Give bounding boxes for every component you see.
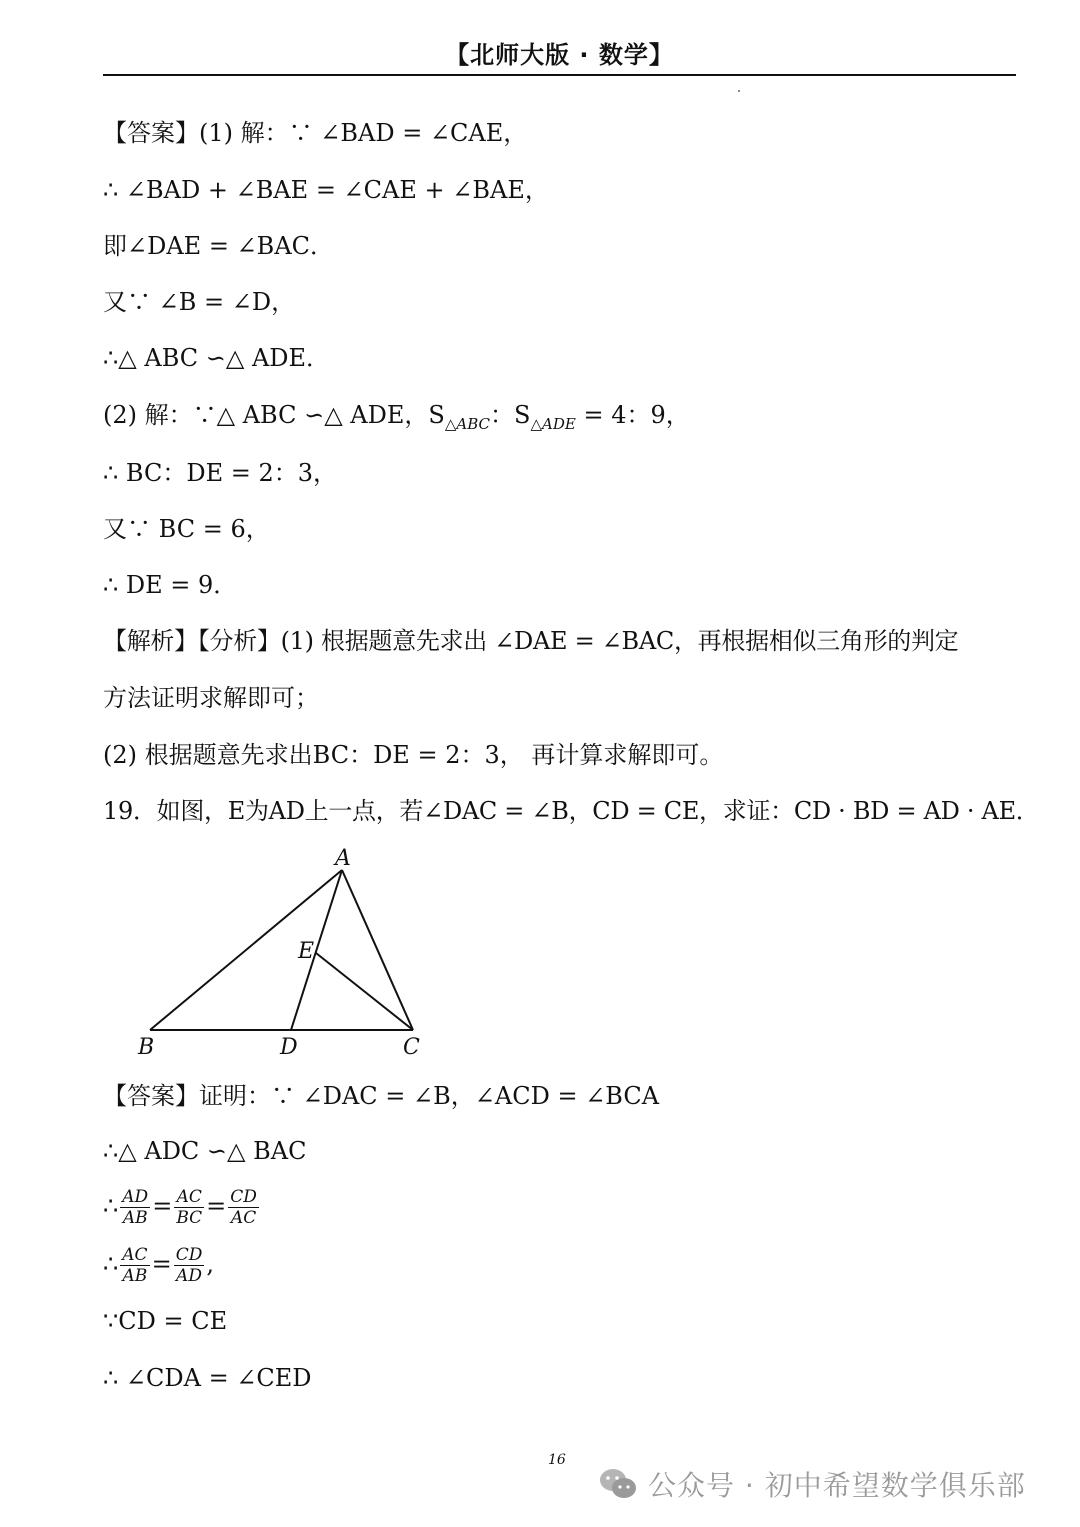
den: BC <box>176 1208 203 1228</box>
f1-prefix: ∴ <box>103 1192 119 1220</box>
num: AD <box>122 1187 149 1207</box>
answer-line-7: ∴ BC：DE = 2：3， <box>103 459 338 487</box>
l6-post: = 4：9， <box>575 401 690 429</box>
wechat-icon <box>598 1467 638 1501</box>
question-19: 19．如图，E为AD上一点，若∠DAC = ∠B，CD = CE，求证：CD · BD = AD · AE． <box>103 797 1040 825</box>
proof-line-1: 【答案】证明：∵ ∠DAC = ∠B，∠ACD = ∠BCA <box>103 1082 660 1110</box>
l6-mid: ：S <box>490 401 531 429</box>
label-A: A <box>335 846 351 871</box>
proof-fraction-line-2 <box>103 1240 1020 1288</box>
num: AC <box>122 1245 148 1265</box>
stray-dot <box>738 90 740 92</box>
l6-sub2: △ADE <box>530 415 576 433</box>
den: AD <box>176 1266 202 1286</box>
num: AC <box>174 1187 204 1208</box>
proof-line-5: ∵CD = CE <box>103 1307 228 1335</box>
proof-fraction-line-1 <box>103 1182 1020 1230</box>
suffix: , <box>206 1250 214 1278</box>
watermark-text: 公众号 · 初中希望数学俱乐部 <box>648 1469 1026 1502</box>
answer-line-5: ∴△ ABC ∽△ ADE． <box>103 344 331 372</box>
den: AB <box>122 1266 148 1286</box>
label-E: E <box>298 939 315 964</box>
num: CD <box>230 1187 257 1207</box>
proof-line-6: ∴ ∠CDA = ∠CED <box>103 1364 312 1392</box>
fraction-cd-ad <box>174 1245 205 1286</box>
segment-AC <box>342 870 413 1030</box>
answer-line-6 <box>103 398 1020 441</box>
label-C: C <box>403 1035 420 1060</box>
f2-prefix: ∴ <box>103 1250 119 1278</box>
triangle-figure <box>130 840 450 1065</box>
analysis-line-3: (2) 根据题意先求出BC：DE = 2：3， 再计算求解即可。 <box>103 741 724 769</box>
l6-sub1: △ABC <box>444 415 491 433</box>
answer-line-4: 又∵ ∠B = ∠D， <box>103 288 296 316</box>
segment-EC <box>316 953 413 1030</box>
answer-line-2: ∴ ∠BAD + ∠BAE = ∠CAE + ∠BAE， <box>103 176 549 204</box>
eq: = <box>206 1192 227 1220</box>
answer-line-1: 【答案】(1) 解：∵ ∠BAD = ∠CAE， <box>103 119 528 147</box>
eq: = <box>152 1192 173 1220</box>
proof-line-2: ∴△ ADC ∽△ BAC <box>103 1137 307 1165</box>
page-header: 【北师大版 · 数学】 <box>103 36 1016 76</box>
label-B: B <box>138 1035 155 1060</box>
den: AB <box>122 1208 148 1228</box>
den: AC <box>230 1208 257 1228</box>
label-D: D <box>280 1035 298 1060</box>
page-number: 16 <box>548 1452 566 1468</box>
answer-line-8: 又∵ BC = 6， <box>103 515 270 543</box>
l6-pre: (2) 解：∵△ ABC ∽△ ADE，S <box>103 401 445 429</box>
fraction-ad-ab <box>120 1187 150 1228</box>
watermark <box>598 1464 1026 1504</box>
num: CD <box>175 1245 203 1265</box>
eq: = <box>151 1250 172 1278</box>
answer-line-3: 即∠DAE = ∠BAC． <box>103 232 335 260</box>
analysis-line-1: 【解析】【分析】(1) 根据题意先求出 ∠DAE = ∠BAC，再根据相似三角形的判定 <box>103 627 959 655</box>
analysis-line-2: 方法证明求解即可； <box>103 684 319 712</box>
fraction-ac-ab <box>120 1245 149 1286</box>
fraction-cd-ac <box>228 1187 259 1228</box>
fraction-ac-bc <box>174 1187 204 1228</box>
answer-line-9: ∴ DE = 9． <box>103 571 238 599</box>
